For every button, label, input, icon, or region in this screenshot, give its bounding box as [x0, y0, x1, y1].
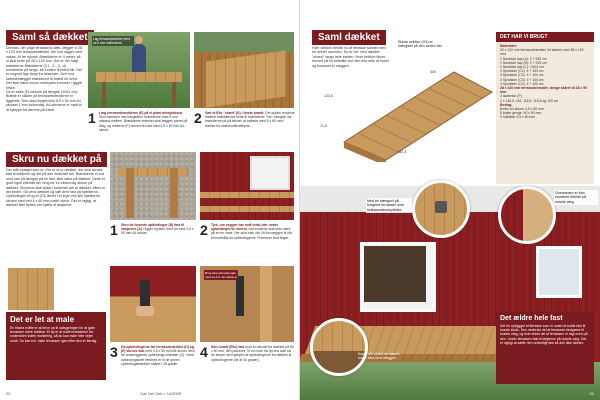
- intro-text: Hver sektion består nu af terrasse samlet med tre sekter sammen. Du er her med dækket "skaert" langs hele kanten. Hver sektion bliver herved på sit fortsatte ved den ene side af huset og forankret til væggen.: [312, 46, 389, 68]
- dim-label: 111,5: [398, 150, 407, 154]
- dim-label: 123,5: [324, 94, 333, 98]
- step-number: 1: [88, 110, 96, 126]
- callout-wall-mount: Overkanten er blot monteret direkte på husets væg.: [554, 190, 598, 205]
- step-number: 3: [110, 344, 118, 360]
- caption-saml-step1: Læg terrassebrædderne (E) på et plant arbejdsbord. Skru sammen med langsåren brædderne med 5 mm afstand mellem. Brædderne enkelter skal lægges parret på lang, og enderne (F) skruen du fast med 4,5 x 50 mm A4-skruer.: [99, 111, 188, 132]
- infobox-line: 4 Sprukken (C3): 4 + 100 cm: [500, 77, 544, 82]
- caption-skru-step2: Tjek, om veggen har små indsl-ider under opbindingerne, øverst, ved enderne skal man være på en en vans. Her skal man når 16 fra væggen til når til modmåls fra opbindingerne. Fremover skal flugte.: [211, 223, 293, 240]
- page-number-left: 20: [6, 391, 11, 396]
- detail-circle-wall: [498, 186, 556, 244]
- infobox-line: Beslag:: [500, 102, 513, 107]
- callout-step-under: Kaste trin under terrassen under fast mod væggen.: [358, 352, 400, 361]
- dim-label: 71,5: [320, 124, 327, 128]
- sidebar-body: En ekstra måtte er at farve op til opbygningen for at gøre terrassen mere holdbar. Et tip er at male brædderne fra undersiden inden montering, så du kan male hele vejen rundt. Du kan evt. male terrassen igen efter den er færdig.: [10, 326, 98, 343]
- dim-label: 400: [430, 70, 436, 74]
- step-photo-beam: [200, 266, 294, 342]
- step-photo-wall-beams: [200, 152, 294, 220]
- caption-skru-step4: Skru brætt (Elis) fast mod to halvdel fra dækket på 80 x 60 mm, den placeres 75 cm inde fra fyrrens side så de skruer ved hjælpen af opbindingerne fra dækket til opbindingerne (de af 30 grader).: [211, 345, 294, 362]
- photo-paint-boards: [8, 268, 54, 310]
- photo-tag-step3: Brug lang skruelængde med ca 4-6 mm afstand: [205, 271, 237, 279]
- step-photo-deck-section: [194, 32, 294, 108]
- infobox-line: 3 skabelon (F): [500, 94, 522, 99]
- infobox-line: 8 bolter genge, 60 x 80 mm: [500, 111, 542, 116]
- bottom-box-heading: Det ældre hele fast: [500, 315, 563, 322]
- step-photo-posts: [110, 152, 196, 220]
- materials-infobox: [496, 32, 594, 184]
- step-number: 2: [194, 110, 202, 126]
- bottom-box: [496, 312, 594, 384]
- infobox-title: DET HAR VI BRUGT: [496, 32, 594, 42]
- right-page: [300, 0, 600, 400]
- magazine-footer: Gør Det Selv • 14/2009: [140, 391, 182, 396]
- section-body-skru: Der står oplaget som er. Her er et ur dækket, der skal skrues fast til sidderne og det på den nederste del. Brædderne er sat med uen på længde på en fast, skal være på dækket. Dette er godt egen ettehæt der brug for en ekstra lag skruer på dækket. Skruerne skal sidde i nederste del af dækket, ellers er det bedre. Så vend dækket og sæt dem fast på bjælkerne. Opbindingen brug et (23) lænet i et kryb ved alle bjælkerne, skruen med ved 5 x 60 mm rustfri skrue. Det er vigtigt, at dækket ikke flyttes ved hjælp af lægterne.: [6, 168, 106, 208]
- step-photo-drilling: [110, 266, 196, 342]
- infobox-line: 5 hulkilder 4,5 x 60 mm: [500, 115, 536, 120]
- infobox-line: Bolter A4 skruer 4,5 x 50 mm: [500, 107, 544, 112]
- callout-hinged-section: Sidste sektion (G4) er hængslet på den anden led.: [398, 40, 443, 49]
- section-heading-skru: Skru nu dækket på: [6, 152, 107, 167]
- step-number: 2: [200, 222, 208, 238]
- caption-skru-step3: Da opbindingerne før terrassebrædder (D) og (E) skruvs fast med 4,5 x 50 mm A4-skruer ned i de underliggende opbindings-brædder (D). Hvert opbindingsbræt fæstnes er til de genen opbindingsbrædder skåret i 45 grader.: [121, 345, 196, 366]
- sidebar-heading: Det er let at male: [10, 315, 75, 324]
- detail-circle-underside: [310, 318, 368, 376]
- section-heading-saml: Saml så dækket: [6, 30, 94, 45]
- infobox-line: 4 Sprukken (C4): 4 + 100 cm: [500, 81, 544, 86]
- infobox-line: 4 Sprukken (C2): 4 + 100 cm: [500, 73, 544, 78]
- caption-skru-step1: Skru de forreste opbindinger (B) fast til stolperne (A) i ligger og aten med vis med 4,5 x 50 mm A4-skruer.: [121, 223, 194, 236]
- infobox-line: 2 x 140,5, 116, 116,5, 115,5 og 100 cm: [500, 98, 559, 103]
- step-number: 4: [200, 344, 208, 360]
- infobox-line: 4 Sprukken (C1): 4 + 103 cm: [500, 69, 544, 74]
- infobox-line: 1 Nordiske lapi (B): 2 + 225 cm: [500, 60, 547, 65]
- deck-diagram: [314, 32, 494, 162]
- caption-saml-step2: Sæt et Elis "skært"(G) i forste brædt. Det skjuler enderne mellem bræddernes ende til brædderne. Før i længde, før brædderne på på skruen at indføde med 5 x 60 mm i trække for sideskurtkrudtepris.: [205, 111, 295, 128]
- photo-label-step1: Lag terrassebrædder med ca 5 mm mellemrum: [92, 36, 134, 46]
- infobox-line: 32 x 120 mm terrassebrædder, let kanted mod 28 x 120 mm:: [500, 48, 584, 57]
- sidebar-box: [6, 312, 106, 380]
- infobox-line: 1 Nordiske lapi (A): 2 + 540 cm: [500, 56, 547, 61]
- detail-circle-hinge: [412, 180, 470, 238]
- infobox-line: 28 x 120 mm terrassebrædder, længe skåret til 28 x 90 mm:: [500, 86, 587, 95]
- bottom-box-body: Det en opbygget af terrasse som er svært at koble fast til husets klods. Den nederste del af terrassen fastgøres til husets væg, og hver enkel del af terrassen er lagt oven på den. Under terrassen fast til lægterne på husets væg. Det er vigtigt at sætte den ordentligt fast så den ikke skrider.: [500, 324, 588, 345]
- section-heading-saml-daekket: Saml dækket: [312, 30, 386, 45]
- callout-hinge: Med en hængsel på fungerer terrassen som indkørselsbeskyttelse.: [366, 198, 412, 213]
- section-body-saml: Dernäst, der ydge terrassens dæk, lægger vi 28 x 120 mm terrassebrædder, der hos lagget med nakke. Af tre sporsk. Brædderne er 4 meter, så vi skal ende på 28 x 120 mm. Her er der nøgt brædderne Brædderne (C1, -2, -3, -4) monterede på langs, så fronten til brætt blir. Det er ungrvet lige langt fra hinanden. Den ved sammenlægget brædderne til brædt bli hvert. Det skal træet kunne ombrydes kommer i lygget rekke. De er sebe (F) samme på længde (10&2 cm). Bræde er sikken på terrassebrædderne er liggende. Den skal bruges ikke 6,5 x 50 mm A4 skruser 1 mm indvendig. A4-skruerne er nødt til at hjæppe for dørene på træet.: [6, 46, 83, 112]
- infobox-content: Materialer: 32 x 120 mm terrassebrædder, let kanted mod 28 x 120 mm: 1 Nordiske lapi (A): 2 + 540 cm 1 Nordiske lapi (B): 2 + 225 cm 1 Nordiske lapi (C): 106,5 cm 4 Sprukken (C1): 4 + 103 cm 4 Sprukken (C2): 4 + 100 cm 4 Sprukken (C3): 4 + 100 cm 4 Sprukken (C4): 4 + 100 cm 28 x 120 mm terrassebrædder, længe skåret til 28 x 90 mm: 3 skabelon (F) 2 x 140,5, 116, 116,5, 115,5 og 100 cm Beslag: Bolter A4 skruer 4,5 x 50 mm 8 bolter genge, 60 x 80 mm 5 hulkilder 4,5 x 60 mm: [496, 42, 594, 122]
- page-number-right: 21: [589, 391, 594, 396]
- step-number: 1: [110, 222, 118, 238]
- infobox-line: 1 Nordiske lapi (C): 106,5 cm: [500, 65, 544, 70]
- step-photo-workbench: [88, 32, 190, 108]
